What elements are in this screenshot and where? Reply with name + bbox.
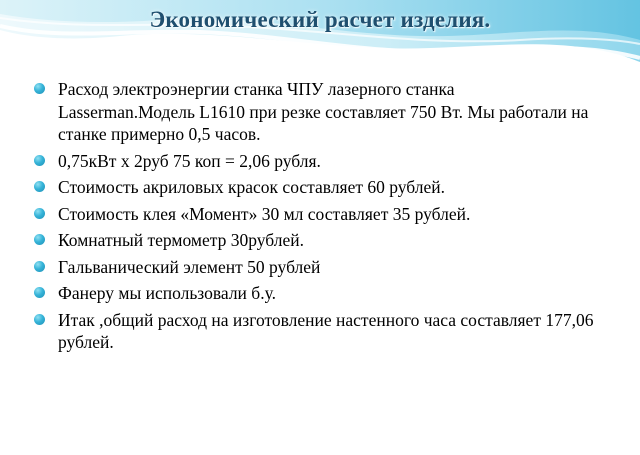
bullet-text: Итак ,общий расход на изготовление настенного часа составляет 177,06 рублей. bbox=[58, 309, 594, 352]
bullet-dot-icon bbox=[34, 314, 45, 325]
bullet-text: 0,75кВт х 2руб 75 коп = 2,06 рубля. bbox=[58, 150, 321, 171]
bullet-item bbox=[34, 78, 594, 146]
bullet-dot-icon bbox=[34, 181, 45, 192]
bullet-item bbox=[34, 309, 594, 354]
bullet-item bbox=[34, 176, 594, 199]
bullet-item bbox=[34, 256, 594, 279]
bullet-dot-icon bbox=[34, 261, 45, 272]
bullet-dot-icon bbox=[34, 234, 45, 245]
bullet-item bbox=[34, 282, 594, 305]
bullet-text: Стоимость клея «Момент» 30 мл составляет 35 рублей. bbox=[58, 203, 471, 224]
bullet-dot-icon bbox=[34, 287, 45, 298]
bullet-dot-icon bbox=[34, 155, 45, 166]
bullet-item bbox=[34, 229, 594, 252]
bullet-text: Фанеру мы использовали б.у. bbox=[58, 283, 276, 303]
bullet-text: Комнатный термометр 30рублей. bbox=[58, 230, 304, 250]
slide-title: Экономический расчет изделия. bbox=[149, 7, 491, 32]
bullet-text: Гальванический элемент 50 рублей bbox=[58, 256, 321, 277]
bullet-text: Стоимость акриловых красок составляет 60 рублей. bbox=[58, 177, 446, 197]
bullet-list bbox=[34, 78, 594, 354]
bullet-dot-icon bbox=[34, 208, 45, 219]
bullet-item bbox=[34, 150, 594, 173]
bullet-text: Расход электроэнергии станка ЧПУ лазерного станка Lasserman.Модель L1610 при резке составляет 750 Вт. Мы работали на станке примерно 0,5 часов. bbox=[58, 79, 589, 144]
bullet-item bbox=[34, 203, 594, 226]
bullet-dot-icon bbox=[34, 83, 45, 94]
slide-body bbox=[34, 78, 594, 358]
